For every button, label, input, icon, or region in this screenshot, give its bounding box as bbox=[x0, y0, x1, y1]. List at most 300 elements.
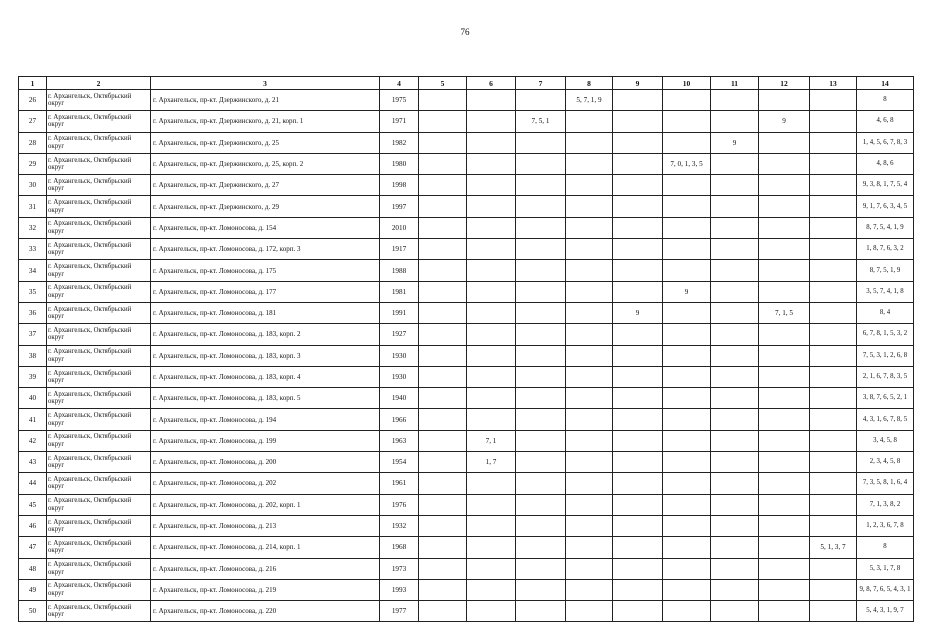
col8-cell: 5, 7, 1, 9 bbox=[566, 90, 613, 111]
col11-cell bbox=[711, 153, 759, 174]
district-cell: г. Архангельск, Октябрьский округ bbox=[47, 239, 151, 260]
table-row bbox=[19, 473, 914, 494]
col9-cell bbox=[613, 239, 663, 260]
column-header-3: 3 bbox=[151, 77, 380, 90]
year-cell: 1977 bbox=[380, 601, 419, 622]
col6-cell bbox=[467, 132, 516, 153]
address-cell: г. Архангельск, пр-кт. Ломоносова, д. 194 bbox=[151, 409, 380, 430]
col14-cell: 7, 5, 3, 1, 2, 6, 8 bbox=[857, 345, 914, 366]
col7-cell bbox=[516, 239, 566, 260]
table-row bbox=[19, 452, 914, 473]
address-cell: г. Архангельск, пр-кт. Ломоносова, д. 219 bbox=[151, 579, 380, 600]
col8-cell bbox=[566, 324, 613, 345]
col6-cell bbox=[467, 260, 516, 281]
col7-cell bbox=[516, 132, 566, 153]
row-number-cell: 36 bbox=[19, 302, 47, 323]
col5-cell bbox=[419, 473, 467, 494]
col7-cell bbox=[516, 494, 566, 515]
col13-cell bbox=[810, 90, 857, 111]
col7-cell bbox=[516, 388, 566, 409]
col12-cell bbox=[759, 324, 810, 345]
col13-cell bbox=[810, 388, 857, 409]
year-cell: 1981 bbox=[380, 281, 419, 302]
district-cell: г. Архангельск, Октябрьский округ bbox=[47, 302, 151, 323]
year-cell: 1982 bbox=[380, 132, 419, 153]
address-cell: г. Архангельск, пр-кт. Ломоносова, д. 154 bbox=[151, 217, 380, 238]
col9-cell bbox=[613, 196, 663, 217]
col11-cell bbox=[711, 90, 759, 111]
col12-cell bbox=[759, 239, 810, 260]
col6-cell bbox=[467, 90, 516, 111]
district-cell: г. Архангельск, Октябрьский округ bbox=[47, 558, 151, 579]
district-cell: г. Архангельск, Октябрьский округ bbox=[47, 217, 151, 238]
col8-cell bbox=[566, 302, 613, 323]
table-row bbox=[19, 601, 914, 622]
col7-cell bbox=[516, 196, 566, 217]
table-row bbox=[19, 132, 914, 153]
address-cell: г. Архангельск, пр-кт. Дзержинского, д. 25 bbox=[151, 132, 380, 153]
col14-cell: 8, 7, 5, 4, 1, 9 bbox=[857, 217, 914, 238]
col10-cell bbox=[663, 90, 711, 111]
year-cell: 1998 bbox=[380, 175, 419, 196]
col11-cell bbox=[711, 345, 759, 366]
row-number-cell: 45 bbox=[19, 494, 47, 515]
col12-cell bbox=[759, 366, 810, 387]
col10-cell bbox=[663, 473, 711, 494]
table-row bbox=[19, 409, 914, 430]
col6-cell bbox=[467, 281, 516, 302]
col14-cell: 5, 3, 1, 7, 8 bbox=[857, 558, 914, 579]
col12-cell: 7, 1, 5 bbox=[759, 302, 810, 323]
col13-cell bbox=[810, 558, 857, 579]
col14-cell: 8, 4 bbox=[857, 302, 914, 323]
column-header-4: 4 bbox=[380, 77, 419, 90]
col7-cell bbox=[516, 601, 566, 622]
row-number-cell: 29 bbox=[19, 153, 47, 174]
col10-cell bbox=[663, 196, 711, 217]
col6-cell bbox=[467, 239, 516, 260]
col13-cell bbox=[810, 452, 857, 473]
col10-cell: 7, 0, 1, 3, 5 bbox=[663, 153, 711, 174]
col6-cell bbox=[467, 388, 516, 409]
district-cell: г. Архангельск, Октябрьский округ bbox=[47, 537, 151, 558]
year-cell: 1932 bbox=[380, 515, 419, 536]
table-row bbox=[19, 175, 914, 196]
col5-cell bbox=[419, 601, 467, 622]
col14-cell: 2, 3, 4, 5, 8 bbox=[857, 452, 914, 473]
col7-cell bbox=[516, 302, 566, 323]
address-cell: г. Архангельск, пр-кт. Ломоносова, д. 199 bbox=[151, 430, 380, 451]
col10-cell bbox=[663, 452, 711, 473]
col9-cell bbox=[613, 430, 663, 451]
col5-cell bbox=[419, 409, 467, 430]
col13-cell bbox=[810, 281, 857, 302]
district-cell: г. Архангельск, Октябрьский округ bbox=[47, 515, 151, 536]
year-cell: 1971 bbox=[380, 111, 419, 132]
col6-cell: 7, 1 bbox=[467, 430, 516, 451]
col8-cell bbox=[566, 345, 613, 366]
col9-cell: 9 bbox=[613, 302, 663, 323]
year-cell: 1997 bbox=[380, 196, 419, 217]
col5-cell bbox=[419, 281, 467, 302]
col7-cell bbox=[516, 473, 566, 494]
col6-cell: 1, 7 bbox=[467, 452, 516, 473]
col14-cell: 1, 4, 5, 6, 7, 8, 3 bbox=[857, 132, 914, 153]
col11-cell bbox=[711, 366, 759, 387]
col12-cell bbox=[759, 601, 810, 622]
column-header-6: 6 bbox=[467, 77, 516, 90]
col8-cell bbox=[566, 239, 613, 260]
col6-cell bbox=[467, 175, 516, 196]
col6-cell bbox=[467, 153, 516, 174]
col8-cell bbox=[566, 153, 613, 174]
col14-cell: 7, 3, 5, 8, 1, 6, 4 bbox=[857, 473, 914, 494]
col14-cell: 4, 6, 8 bbox=[857, 111, 914, 132]
col12-cell bbox=[759, 90, 810, 111]
address-cell: г. Архангельск, пр-кт. Дзержинского, д. 29 bbox=[151, 196, 380, 217]
col7-cell bbox=[516, 366, 566, 387]
col13-cell bbox=[810, 473, 857, 494]
col13-cell bbox=[810, 302, 857, 323]
column-header-14: 14 bbox=[857, 77, 914, 90]
year-cell: 1930 bbox=[380, 345, 419, 366]
row-number-cell: 41 bbox=[19, 409, 47, 430]
col14-cell: 9, 8, 7, 6, 5, 4, 3, 1 bbox=[857, 579, 914, 600]
table-row bbox=[19, 239, 914, 260]
column-header-1: 1 bbox=[19, 77, 47, 90]
col13-cell bbox=[810, 260, 857, 281]
col14-cell: 6, 7, 8, 1, 5, 3, 2 bbox=[857, 324, 914, 345]
col5-cell bbox=[419, 388, 467, 409]
table-row bbox=[19, 111, 914, 132]
col5-cell bbox=[419, 430, 467, 451]
col10-cell bbox=[663, 537, 711, 558]
col6-cell bbox=[467, 366, 516, 387]
col9-cell bbox=[613, 601, 663, 622]
col8-cell bbox=[566, 196, 613, 217]
col7-cell bbox=[516, 558, 566, 579]
row-number-cell: 50 bbox=[19, 601, 47, 622]
year-cell: 1961 bbox=[380, 473, 419, 494]
row-number-cell: 30 bbox=[19, 175, 47, 196]
col7-cell bbox=[516, 153, 566, 174]
col9-cell bbox=[613, 579, 663, 600]
col12-cell bbox=[759, 579, 810, 600]
col11-cell bbox=[711, 388, 759, 409]
col10-cell bbox=[663, 260, 711, 281]
col9-cell bbox=[613, 452, 663, 473]
col12-cell bbox=[759, 537, 810, 558]
col7-cell bbox=[516, 281, 566, 302]
col9-cell bbox=[613, 217, 663, 238]
col12-cell bbox=[759, 281, 810, 302]
table-row bbox=[19, 366, 914, 387]
col6-cell bbox=[467, 515, 516, 536]
col6-cell bbox=[467, 324, 516, 345]
col12-cell bbox=[759, 153, 810, 174]
col8-cell bbox=[566, 217, 613, 238]
year-cell: 1975 bbox=[380, 90, 419, 111]
row-number-cell: 26 bbox=[19, 90, 47, 111]
col10-cell bbox=[663, 430, 711, 451]
col13-cell bbox=[810, 217, 857, 238]
col5-cell bbox=[419, 452, 467, 473]
district-cell: г. Архангельск, Октябрьский округ bbox=[47, 260, 151, 281]
col5-cell bbox=[419, 579, 467, 600]
table-row bbox=[19, 345, 914, 366]
col5-cell bbox=[419, 324, 467, 345]
address-cell: г. Архангельск, пр-кт. Ломоносова, д. 183, корп. 2 bbox=[151, 324, 380, 345]
col10-cell: 9 bbox=[663, 281, 711, 302]
col11-cell bbox=[711, 494, 759, 515]
col14-cell: 4, 3, 1, 6, 7, 8, 5 bbox=[857, 409, 914, 430]
row-number-cell: 42 bbox=[19, 430, 47, 451]
col13-cell bbox=[810, 196, 857, 217]
col9-cell bbox=[613, 260, 663, 281]
col13-cell bbox=[810, 111, 857, 132]
col8-cell bbox=[566, 473, 613, 494]
row-number-cell: 43 bbox=[19, 452, 47, 473]
address-cell: г. Архангельск, пр-кт. Дзержинского, д. 21, корп. 1 bbox=[151, 111, 380, 132]
col11-cell bbox=[711, 260, 759, 281]
table-row bbox=[19, 494, 914, 515]
col13-cell bbox=[810, 601, 857, 622]
col8-cell bbox=[566, 452, 613, 473]
year-cell: 1991 bbox=[380, 302, 419, 323]
address-cell: г. Архангельск, пр-кт. Ломоносова, д. 214, корп. 1 bbox=[151, 537, 380, 558]
table-row bbox=[19, 537, 914, 558]
year-cell: 1966 bbox=[380, 409, 419, 430]
col10-cell bbox=[663, 366, 711, 387]
col5-cell bbox=[419, 494, 467, 515]
col5-cell bbox=[419, 132, 467, 153]
table-row bbox=[19, 196, 914, 217]
col6-cell bbox=[467, 302, 516, 323]
col8-cell bbox=[566, 281, 613, 302]
district-cell: г. Архангельск, Октябрьский округ bbox=[47, 153, 151, 174]
col12-cell bbox=[759, 409, 810, 430]
district-cell: г. Архангельск, Октябрьский округ bbox=[47, 281, 151, 302]
col14-cell: 9, 3, 8, 1, 7, 5, 4 bbox=[857, 175, 914, 196]
row-number-cell: 48 bbox=[19, 558, 47, 579]
col8-cell bbox=[566, 601, 613, 622]
year-cell: 1968 bbox=[380, 537, 419, 558]
column-header-8: 8 bbox=[566, 77, 613, 90]
col10-cell bbox=[663, 409, 711, 430]
row-number-cell: 39 bbox=[19, 366, 47, 387]
col6-cell bbox=[467, 345, 516, 366]
col13-cell bbox=[810, 494, 857, 515]
row-number-cell: 31 bbox=[19, 196, 47, 217]
year-cell: 1976 bbox=[380, 494, 419, 515]
col7-cell bbox=[516, 260, 566, 281]
col9-cell bbox=[613, 345, 663, 366]
col7-cell bbox=[516, 537, 566, 558]
table-row bbox=[19, 558, 914, 579]
table-row bbox=[19, 281, 914, 302]
address-cell: г. Архангельск, пр-кт. Ломоносова, д. 220 bbox=[151, 601, 380, 622]
col13-cell bbox=[810, 579, 857, 600]
col14-cell: 4, 8, 6 bbox=[857, 153, 914, 174]
col6-cell bbox=[467, 494, 516, 515]
year-cell: 1940 bbox=[380, 388, 419, 409]
col13-cell bbox=[810, 409, 857, 430]
row-number-cell: 47 bbox=[19, 537, 47, 558]
district-cell: г. Архангельск, Октябрьский округ bbox=[47, 196, 151, 217]
col12-cell bbox=[759, 494, 810, 515]
col6-cell bbox=[467, 409, 516, 430]
col10-cell bbox=[663, 494, 711, 515]
col10-cell bbox=[663, 345, 711, 366]
year-cell: 2010 bbox=[380, 217, 419, 238]
col10-cell bbox=[663, 579, 711, 600]
district-cell: г. Архангельск, Октябрьский округ bbox=[47, 473, 151, 494]
col7-cell bbox=[516, 430, 566, 451]
col6-cell bbox=[467, 558, 516, 579]
col14-cell: 1, 8, 7, 6, 3, 2 bbox=[857, 239, 914, 260]
column-header-7: 7 bbox=[516, 77, 566, 90]
district-cell: г. Архангельск, Октябрьский округ bbox=[47, 409, 151, 430]
col12-cell bbox=[759, 345, 810, 366]
col13-cell bbox=[810, 153, 857, 174]
col12-cell bbox=[759, 132, 810, 153]
address-cell: г. Архангельск, пр-кт. Ломоносова, д. 177 bbox=[151, 281, 380, 302]
col11-cell bbox=[711, 515, 759, 536]
table-header-row bbox=[19, 77, 914, 90]
year-cell: 1927 bbox=[380, 324, 419, 345]
district-cell: г. Архангельск, Октябрьский округ bbox=[47, 345, 151, 366]
col7-cell bbox=[516, 515, 566, 536]
col9-cell bbox=[613, 473, 663, 494]
address-cell: г. Архангельск, пр-кт. Ломоносова, д. 175 bbox=[151, 260, 380, 281]
col12-cell bbox=[759, 388, 810, 409]
col6-cell bbox=[467, 217, 516, 238]
col11-cell: 9 bbox=[711, 132, 759, 153]
col10-cell bbox=[663, 515, 711, 536]
col8-cell bbox=[566, 132, 613, 153]
col5-cell bbox=[419, 196, 467, 217]
col12-cell bbox=[759, 430, 810, 451]
column-header-12: 12 bbox=[759, 77, 810, 90]
district-cell: г. Архангельск, Октябрьский округ bbox=[47, 388, 151, 409]
col7-cell bbox=[516, 452, 566, 473]
col5-cell bbox=[419, 345, 467, 366]
district-cell: г. Архангельск, Октябрьский округ bbox=[47, 90, 151, 111]
row-number-cell: 34 bbox=[19, 260, 47, 281]
col11-cell bbox=[711, 196, 759, 217]
district-cell: г. Архангельск, Октябрьский округ bbox=[47, 430, 151, 451]
col13-cell: 5, 1, 3, 7 bbox=[810, 537, 857, 558]
column-header-9: 9 bbox=[613, 77, 663, 90]
col8-cell bbox=[566, 515, 613, 536]
col9-cell bbox=[613, 409, 663, 430]
col9-cell bbox=[613, 175, 663, 196]
year-cell: 1973 bbox=[380, 558, 419, 579]
district-cell: г. Архангельск, Октябрьский округ bbox=[47, 452, 151, 473]
col9-cell bbox=[613, 153, 663, 174]
table-row bbox=[19, 324, 914, 345]
address-cell: г. Архангельск, пр-кт. Ломоносова, д. 202, корп. 1 bbox=[151, 494, 380, 515]
year-cell: 1988 bbox=[380, 260, 419, 281]
col14-cell: 5, 4, 3, 1, 9, 7 bbox=[857, 601, 914, 622]
row-number-cell: 27 bbox=[19, 111, 47, 132]
district-cell: г. Архангельск, Октябрьский округ bbox=[47, 601, 151, 622]
col12-cell bbox=[759, 515, 810, 536]
row-number-cell: 37 bbox=[19, 324, 47, 345]
col11-cell bbox=[711, 281, 759, 302]
year-cell: 1993 bbox=[380, 579, 419, 600]
col7-cell bbox=[516, 217, 566, 238]
year-cell: 1917 bbox=[380, 239, 419, 260]
address-cell: г. Архангельск, пр-кт. Ломоносова, д. 183, корп. 3 bbox=[151, 345, 380, 366]
col6-cell bbox=[467, 579, 516, 600]
col13-cell bbox=[810, 239, 857, 260]
address-cell: г. Архангельск, пр-кт. Дзержинского, д. 21 bbox=[151, 90, 380, 111]
col10-cell bbox=[663, 302, 711, 323]
col8-cell bbox=[566, 260, 613, 281]
col8-cell bbox=[566, 366, 613, 387]
table-row bbox=[19, 388, 914, 409]
col13-cell bbox=[810, 175, 857, 196]
year-cell: 1954 bbox=[380, 452, 419, 473]
address-cell: г. Архангельск, пр-кт. Ломоносова, д. 200 bbox=[151, 452, 380, 473]
col8-cell bbox=[566, 537, 613, 558]
col12-cell bbox=[759, 260, 810, 281]
col10-cell bbox=[663, 239, 711, 260]
col14-cell: 3, 5, 7, 4, 1, 8 bbox=[857, 281, 914, 302]
row-number-cell: 35 bbox=[19, 281, 47, 302]
col5-cell bbox=[419, 111, 467, 132]
address-cell: г. Архангельск, пр-кт. Ломоносова, д. 213 bbox=[151, 515, 380, 536]
col11-cell bbox=[711, 430, 759, 451]
address-cell: г. Архангельск, пр-кт. Ломоносова, д. 181 bbox=[151, 302, 380, 323]
col11-cell bbox=[711, 601, 759, 622]
row-number-cell: 46 bbox=[19, 515, 47, 536]
col11-cell bbox=[711, 579, 759, 600]
district-cell: г. Архангельск, Октябрьский округ bbox=[47, 324, 151, 345]
col12-cell bbox=[759, 558, 810, 579]
col14-cell: 1, 2, 3, 6, 7, 8 bbox=[857, 515, 914, 536]
col8-cell bbox=[566, 579, 613, 600]
table-row bbox=[19, 217, 914, 238]
col12-cell bbox=[759, 175, 810, 196]
col7-cell bbox=[516, 90, 566, 111]
col11-cell bbox=[711, 111, 759, 132]
district-cell: г. Архангельск, Октябрьский округ bbox=[47, 494, 151, 515]
column-header-2: 2 bbox=[47, 77, 151, 90]
column-header-13: 13 bbox=[810, 77, 857, 90]
col11-cell bbox=[711, 537, 759, 558]
col11-cell bbox=[711, 302, 759, 323]
col11-cell bbox=[711, 217, 759, 238]
col5-cell bbox=[419, 366, 467, 387]
year-cell: 1930 bbox=[380, 366, 419, 387]
col10-cell bbox=[663, 558, 711, 579]
col12-cell bbox=[759, 217, 810, 238]
col7-cell: 7, 5, 1 bbox=[516, 111, 566, 132]
col8-cell bbox=[566, 175, 613, 196]
district-cell: г. Архангельск, Октябрьский округ bbox=[47, 366, 151, 387]
address-cell: г. Архангельск, пр-кт. Ломоносова, д. 183, корп. 5 bbox=[151, 388, 380, 409]
row-number-cell: 33 bbox=[19, 239, 47, 260]
col5-cell bbox=[419, 515, 467, 536]
col10-cell bbox=[663, 111, 711, 132]
column-header-10: 10 bbox=[663, 77, 711, 90]
district-cell: г. Архангельск, Октябрьский округ bbox=[47, 579, 151, 600]
col8-cell bbox=[566, 494, 613, 515]
col14-cell: 3, 8, 7, 6, 5, 2, 1 bbox=[857, 388, 914, 409]
col5-cell bbox=[419, 175, 467, 196]
